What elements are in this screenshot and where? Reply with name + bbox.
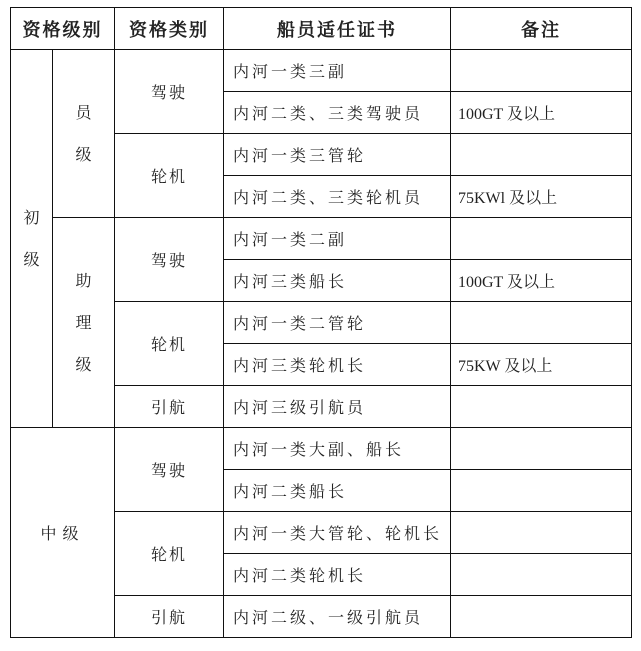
- level-zhongji: 中级: [11, 428, 115, 638]
- category-pilot: 引航: [115, 386, 224, 428]
- category-deck: 驾驶: [115, 428, 224, 512]
- certificate-cell: 内河一类大管轮、轮机长: [224, 512, 451, 554]
- certificate-cell: 内河一类大副、船长: [224, 428, 451, 470]
- certificate-table: [10, 7, 632, 638]
- remark-cell: [451, 50, 632, 92]
- certificate-cell: 内河二类船长: [224, 470, 451, 512]
- certificate-cell: 内河三级引航员: [224, 386, 451, 428]
- category-engine: 轮机: [115, 302, 224, 386]
- remark-cell: 75KWl 及以上: [451, 176, 632, 218]
- remark-cell: 75KW 及以上: [451, 344, 632, 386]
- table-row: [11, 428, 632, 470]
- header-level: 资格级别: [11, 8, 115, 50]
- sublevel-zhuliji: 助 理 级: [53, 218, 115, 428]
- level-chuji: 初 级: [11, 50, 53, 428]
- category-engine: 轮机: [115, 134, 224, 218]
- certificate-cell: 内河一类三管轮: [224, 134, 451, 176]
- remark-cell: [451, 554, 632, 596]
- remark-cell: [451, 134, 632, 176]
- certificate-cell: 内河一类二管轮: [224, 302, 451, 344]
- remark-cell: [451, 218, 632, 260]
- header-category: 资格类别: [115, 8, 224, 50]
- table-row: [11, 50, 632, 92]
- certificate-cell: 内河二类轮机长: [224, 554, 451, 596]
- sublevel-yuanji: 员 级: [53, 50, 115, 218]
- header-certificate: 船员适任证书: [224, 8, 451, 50]
- certificate-cell: 内河三类船长: [224, 260, 451, 302]
- remark-cell: [451, 470, 632, 512]
- remark-cell: [451, 512, 632, 554]
- certificate-cell: 内河二类、三类轮机员: [224, 176, 451, 218]
- certificate-cell: 内河一类二副: [224, 218, 451, 260]
- header-row: [11, 8, 632, 50]
- certificate-cell: 内河三类轮机长: [224, 344, 451, 386]
- certificate-cell: 内河二级、一级引航员: [224, 596, 451, 638]
- header-remarks: 备注: [451, 8, 632, 50]
- remark-cell: 100GT 及以上: [451, 260, 632, 302]
- remark-cell: [451, 386, 632, 428]
- remark-cell: [451, 302, 632, 344]
- remark-cell: [451, 596, 632, 638]
- table-row: [11, 218, 632, 260]
- category-pilot: 引航: [115, 596, 224, 638]
- category-engine: 轮机: [115, 512, 224, 596]
- certificate-cell: 内河一类三副: [224, 50, 451, 92]
- certificate-cell: 内河二类、三类驾驶员: [224, 92, 451, 134]
- category-deck: 驾驶: [115, 50, 224, 134]
- category-deck: 驾驶: [115, 218, 224, 302]
- remark-cell: 100GT 及以上: [451, 92, 632, 134]
- remark-cell: [451, 428, 632, 470]
